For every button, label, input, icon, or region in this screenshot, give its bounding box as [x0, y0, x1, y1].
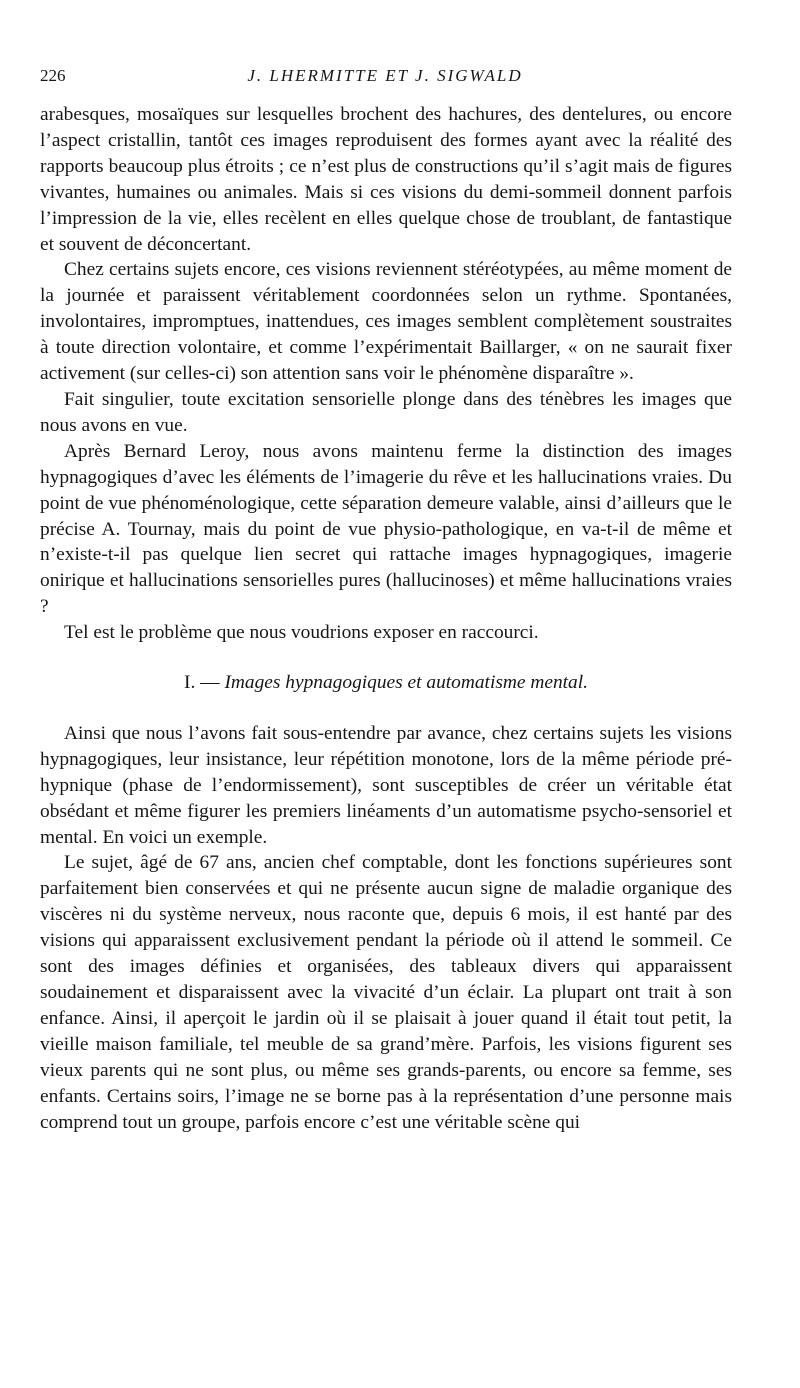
section-number: I. — — [184, 672, 220, 694]
running-head: J. LHERMITTE ET J. SIGWALD — [247, 66, 523, 85]
paragraph: Ainsi que nous l’avons fait sous-entendre par avance, chez certains sujets les visions hypnagogiques, leur insistance, leur répétition monotone, lors de la même période pré-hypnique (phase de l’endormissement), sont susceptibles de créer un véritable état obsédant et même figurer les premiers linéaments d’un automatisme psycho-sensoriel et mental. En voici un exemple. — [40, 722, 732, 848]
section-heading — [40, 670, 732, 696]
page-header — [40, 66, 730, 92]
section-title: Images hypnagogiques et automatisme mental. — [224, 672, 588, 694]
paragraph: Tel est le problème que nous voudrions exposer en raccourci. — [64, 622, 539, 644]
paragraph: Le sujet, âgé de 67 ans, ancien chef comptable, dont les fonctions supérieures sont parfaitement bien conservées et qui ne présente aucun signe de maladie organique des viscères ni du système nerveux, nous raconte que, depuis 6 mois, il est hanté par des visions qui apparaissent exclusivement pendant la période où il attend le sommeil. Ce sont des images définies et organisées, des tableaux divers qui apparaissent soudainement et disparaissent avec la vivacité d’un éclair. La plupart ont trait à son enfance. Ainsi, il aperçoit le jardin où il se plaisait à jouer quand il était tout petit, la vieille maison familiale, tel meuble de sa grand’mère. Parfois, les visions figurent ses vieux parents qui ne sont plus, ou même ses grands-parents, ou encore sa femme, ses enfants. Certains soirs, l’image ne se borne pas à la représentation d’une personne mais comprend tout un groupe, parfois encore c’est une véritable scène qui — [40, 852, 732, 1133]
paragraph: Chez certains sujets encore, ces visions reviennent stéréotypées, au même moment de la journée et paraissent véritablement coordonnées selon un rythme. Spontanées, involontaires, impromptues, inattendues, ces images semblent complètement soustraites à toute direction volontaire, et comme l’expérimentait Baillarger, « on ne saurait fixer activement (sur celles-ci) son attention sans voir le phénomène disparaître ». — [40, 259, 732, 385]
body-text — [40, 102, 732, 1135]
paragraph: Fait singulier, toute excitation sensorielle plonge dans des ténèbres les images que nous avons en vue. — [40, 388, 732, 436]
paragraph: Après Bernard Leroy, nous avons maintenu ferme la distinction des images hypnagogiques d’avec les éléments de l’imagerie du rêve et les hallucinations vraies. Du point de vue phénoménologique, cette séparation demeure valable, ainsi d’ailleurs que le précise A. Tournay, mais du point de vue physio-pathologique, en va-t-il de même et n’existe-t-il pas quelque lien secret qui rattache images hypnagogiques, imagerie onirique et hallucinations sensorielles pures (hallucinoses) et même hallucinations vraies ? — [40, 440, 732, 618]
page-number: 226 — [40, 66, 66, 85]
paragraph: arabesques, mosaïques sur lesquelles brochent des hachures, des dentelures, ou encore l’aspect cristallin, tantôt ces images reproduisent des formes ayant avec la réalité des rapports beaucoup plus étroits ; ce n’est plus de constructions qu’il s’agit mais de figures vivantes, humaines ou animales. Mais si ces visions du demi-sommeil donnent parfois l’impression de la vie, elles recèlent en elles quelque chose de troublant, de fantastique et souvent de déconcertant. — [40, 104, 732, 255]
